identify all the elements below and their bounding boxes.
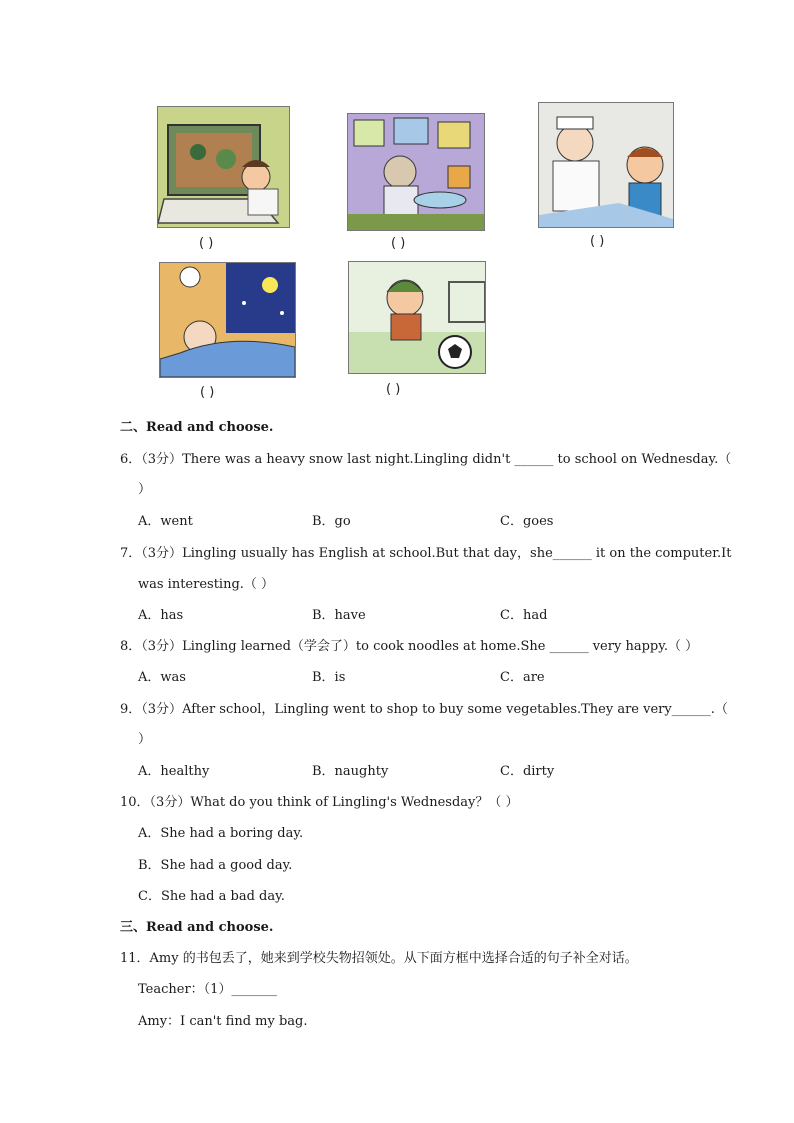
option-a[interactable]: A．She had a boring day. (138, 826, 304, 841)
question-6-cont: ） (138, 482, 152, 497)
question-score: （3分） (141, 639, 183, 654)
section-heading (120, 416, 273, 435)
question-score: （3分） (141, 546, 183, 561)
question-7 (120, 542, 732, 561)
question-score: （3分） (149, 795, 191, 810)
question-score: （3分） (141, 452, 183, 467)
question-score: （3分） (141, 702, 183, 717)
section-number: 三、 (120, 920, 147, 935)
question-text: Lingling learned（学会了）to cook noodles at home.She ______ very happy.（ ） (182, 639, 699, 654)
sleeping-picture (159, 262, 296, 378)
computer-picture (157, 106, 290, 228)
sleeping-picture-answer: ( ) (200, 385, 215, 400)
question-text: There was a heavy snow last night.Lingling didn't ______ to school on Wednesday.（ (182, 452, 732, 467)
section-title: Read and choose. (146, 920, 274, 935)
option-b[interactable]: B．is (312, 670, 346, 685)
section-title: Read and choose. (146, 420, 274, 435)
question-7-cont: was interesting.（ ） (138, 577, 275, 592)
question-number: 8． (120, 639, 142, 654)
question-number: 6． (120, 452, 142, 467)
question-number: 11． (120, 951, 150, 966)
question-10 (120, 791, 519, 810)
dialogue-line-2: Amy：I can't find my bag. (138, 1014, 308, 1029)
computer-picture-answer: ( ) (199, 236, 214, 251)
option-b[interactable]: B．have (312, 608, 366, 623)
doctor-picture (538, 102, 674, 228)
classroom-picture (347, 113, 485, 231)
doctor-picture-answer: ( ) (590, 234, 605, 249)
question-number: 9． (120, 702, 142, 717)
option-a[interactable]: A．has (138, 608, 184, 623)
question-9-cont: ） (138, 732, 152, 747)
question-6 (120, 448, 731, 467)
question-number: 7． (120, 546, 142, 561)
option-b[interactable]: B．naughty (312, 764, 389, 779)
question-9 (120, 698, 728, 717)
question-number: 10． (120, 795, 150, 810)
classroom-picture-answer: ( ) (391, 236, 406, 251)
football-picture (348, 261, 486, 374)
option-c[interactable]: C．She had a bad day. (138, 889, 285, 904)
question-8 (120, 635, 698, 654)
option-a[interactable]: A．was (138, 670, 186, 685)
section-heading (120, 916, 273, 935)
question-text: Amy 的书包丢了，她来到学校失物招领处。从下面方框中选择合适的句子补全对话。 (149, 951, 638, 966)
option-b[interactable]: B．She had a good day. (138, 858, 293, 873)
football-picture-answer: ( ) (386, 382, 401, 397)
question-11 (120, 947, 638, 966)
dialogue-line-1: Teacher：（1）_______ (138, 982, 277, 997)
option-c[interactable]: C．are (500, 670, 545, 685)
option-c[interactable]: C．goes (500, 514, 554, 529)
option-c[interactable]: C．dirty (500, 764, 555, 779)
question-text: What do you think of Lingling's Wednesday？（ ） (190, 795, 519, 810)
question-text: After school，Lingling went to shop to buy some vegetables.They are very______.（ (182, 702, 728, 717)
option-c[interactable]: C．had (500, 608, 548, 623)
section-number: 二、 (120, 420, 147, 435)
question-text: Lingling usually has English at school.But that day，she______ it on the computer.It (182, 546, 732, 561)
option-a[interactable]: A．went (138, 514, 193, 529)
option-a[interactable]: A．healthy (138, 764, 210, 779)
option-b[interactable]: B．go (312, 514, 351, 529)
